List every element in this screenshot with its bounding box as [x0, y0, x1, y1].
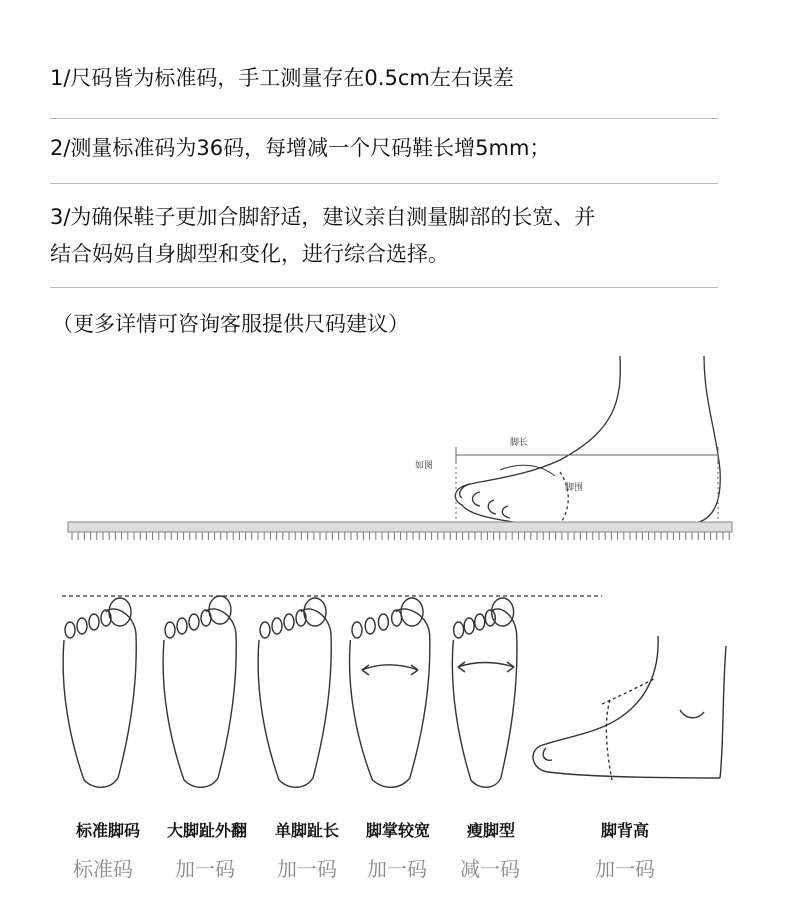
note-line-3a: 3/为确保鞋子更加合脚舒适，建议亲自测量脚部的长宽、并: [50, 205, 596, 229]
long-toe-foot: [258, 598, 331, 787]
foot-type-label: 脚掌较宽: [365, 821, 430, 840]
foot-type-label: 单脚趾长: [274, 821, 339, 840]
foot-type-label: 大脚趾外翻: [166, 821, 247, 840]
ruyu-label: 如图: [415, 461, 434, 471]
note-line-3b: 结合妈妈自身脚型和变化，进行综合选择。: [50, 242, 449, 266]
size-advice: 加一码: [277, 857, 337, 881]
high-instep-foot: [533, 636, 726, 780]
wide-foot: [350, 598, 430, 787]
size-advice: 加一码: [595, 857, 655, 881]
foot-length-arrow: [456, 447, 718, 520]
side-foot-diagram: [455, 356, 720, 524]
width-arrows: [362, 662, 514, 675]
note-line-4: （更多详情可咨询客服提供尺码建议）: [52, 312, 409, 336]
foot-type-label: 标准脚码: [75, 821, 140, 840]
bunion-foot: [163, 596, 236, 787]
size-advice: 标准码: [73, 857, 133, 881]
foot-type-label: 瘦脚型: [466, 821, 515, 840]
foot-type-label: 脚背高: [600, 821, 649, 840]
foot-length-label: 脚长: [510, 438, 529, 448]
note-line-2: 2/测量标准码为36码，每增减一个尺码鞋长增5mm；: [50, 136, 551, 160]
foot-girth-label: 脚围: [565, 483, 584, 493]
note-line-1: 1/尺码皆为标准码，手工测量存在0.5cm左右误差: [50, 66, 514, 90]
size-advice: 加一码: [175, 857, 235, 881]
thin-foot: [452, 598, 517, 787]
size-advice: 减一码: [460, 857, 520, 881]
size-advice: 加一码: [367, 857, 427, 881]
standard-foot: [63, 598, 136, 787]
ruler: [68, 522, 732, 540]
